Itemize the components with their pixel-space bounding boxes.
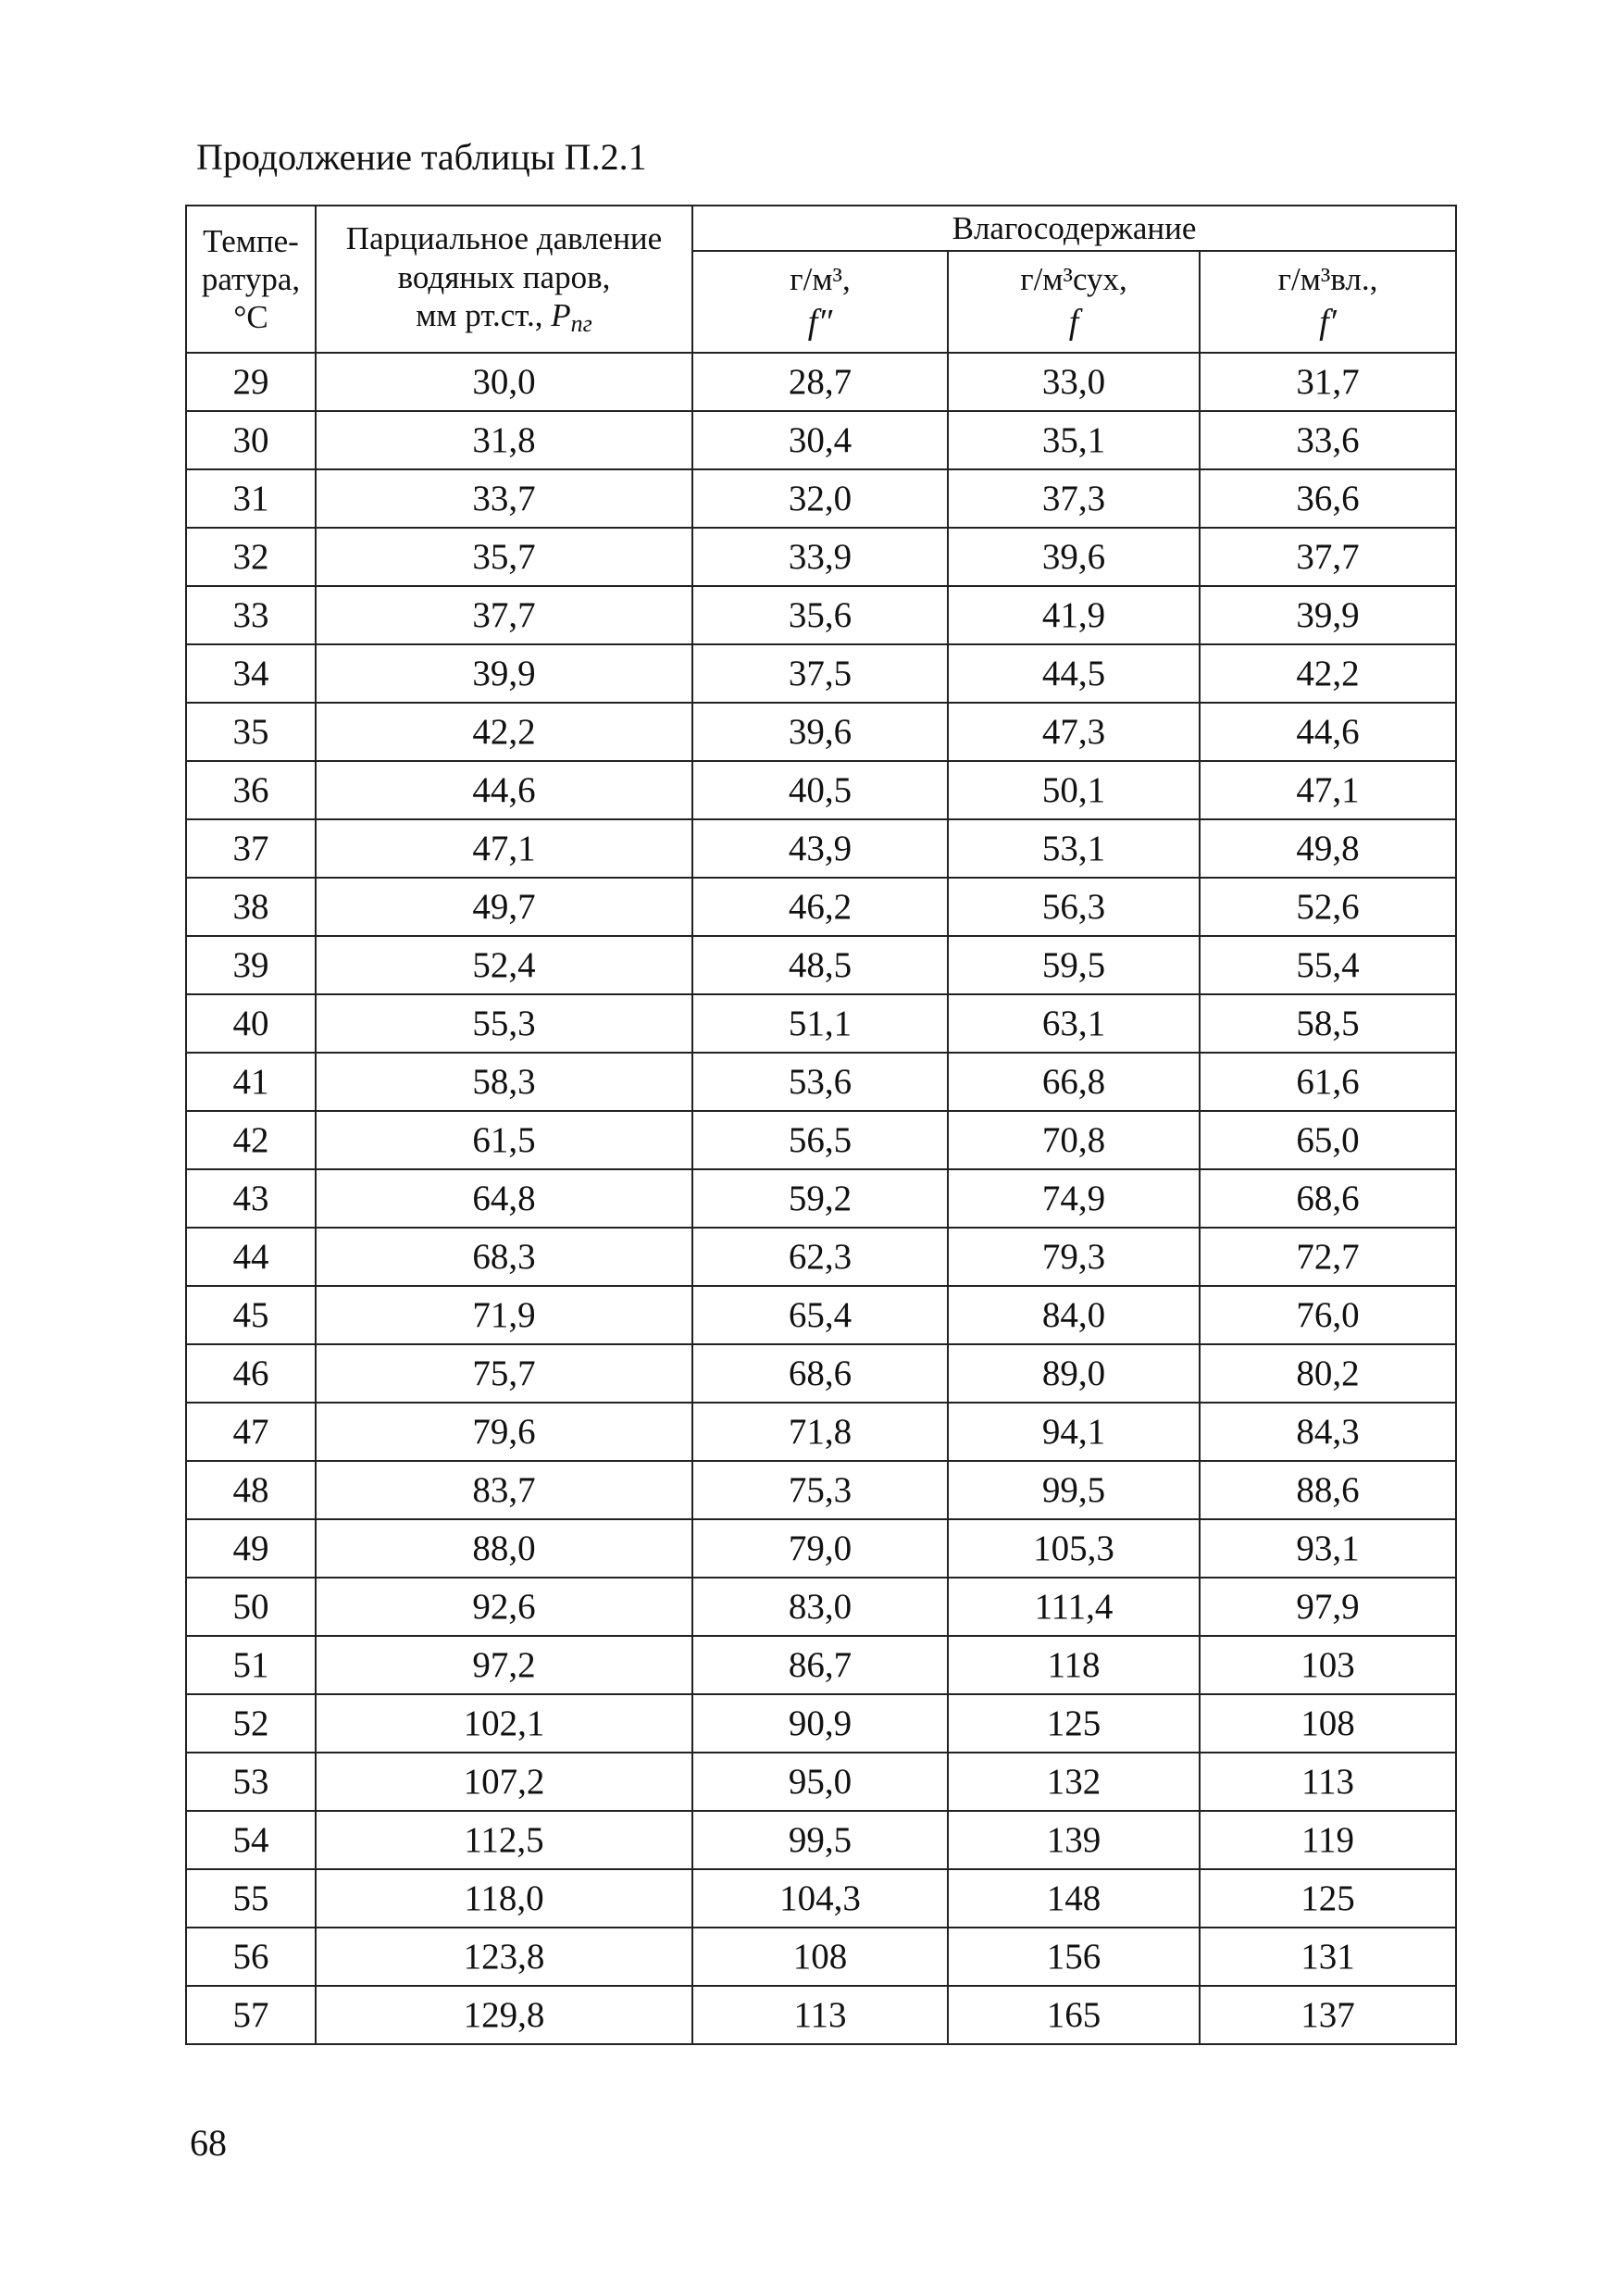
- cell-moisture-dry: 47,3: [948, 703, 1200, 761]
- cell-moisture-wet: 103: [1200, 1636, 1456, 1694]
- table-row: [186, 1578, 1456, 1636]
- cell-moisture-dry: 39,6: [948, 528, 1200, 586]
- cell-moisture-dry: 41,9: [948, 586, 1200, 644]
- cell-moisture-wet: 108: [1200, 1694, 1456, 1753]
- table-row: [186, 1169, 1456, 1228]
- cell-moisture-dry: 139: [948, 1811, 1200, 1869]
- cell-moisture-wet: 137: [1200, 1986, 1456, 2044]
- table-row: [186, 1869, 1456, 1928]
- cell-moisture-wet: 36,6: [1200, 469, 1456, 528]
- header-moisture: Влагосодержание: [692, 206, 1456, 251]
- cell-temperature: 49: [186, 1519, 316, 1578]
- symbol-f-prime: f′: [1319, 303, 1337, 343]
- cell-moisture-volume: 28,7: [692, 353, 948, 411]
- header-unit-wet: г/м³вл., f′: [1200, 251, 1456, 353]
- cell-moisture-volume: 68,6: [692, 1344, 948, 1403]
- symbol-f-double-prime: f″: [807, 303, 833, 343]
- table-row: [186, 761, 1456, 819]
- cell-pressure: 30,0: [316, 353, 692, 411]
- table-row: [186, 1753, 1456, 1811]
- cell-moisture-volume: 99,5: [692, 1811, 948, 1869]
- cell-pressure: 112,5: [316, 1811, 692, 1869]
- cell-pressure: 52,4: [316, 936, 692, 994]
- cell-moisture-volume: 95,0: [692, 1753, 948, 1811]
- cell-moisture-dry: 99,5: [948, 1461, 1200, 1519]
- cell-pressure: 118,0: [316, 1869, 692, 1928]
- symbol-f: f: [1068, 303, 1079, 343]
- cell-moisture-dry: 105,3: [948, 1519, 1200, 1578]
- cell-moisture-volume: 71,8: [692, 1403, 948, 1461]
- cell-temperature: 50: [186, 1578, 316, 1636]
- cell-moisture-volume: 108: [692, 1928, 948, 1986]
- cell-temperature: 32: [186, 528, 316, 586]
- cell-moisture-dry: 94,1: [948, 1403, 1200, 1461]
- cell-moisture-dry: 156: [948, 1928, 1200, 1986]
- table-row: [186, 1111, 1456, 1169]
- table-row: [186, 703, 1456, 761]
- cell-moisture-dry: 44,5: [948, 644, 1200, 703]
- header-unit-volume: г/м³, f″: [692, 251, 948, 353]
- cell-moisture-dry: 70,8: [948, 1111, 1200, 1169]
- cell-moisture-volume: 75,3: [692, 1461, 948, 1519]
- table-row: [186, 878, 1456, 936]
- cell-moisture-wet: 49,8: [1200, 819, 1456, 878]
- cell-moisture-dry: 89,0: [948, 1344, 1200, 1403]
- cell-moisture-dry: 132: [948, 1753, 1200, 1811]
- table-row: [186, 644, 1456, 703]
- table-row: [186, 819, 1456, 878]
- pressure-symbol-subscript: пг: [570, 309, 592, 337]
- cell-temperature: 45: [186, 1286, 316, 1344]
- cell-moisture-wet: 72,7: [1200, 1228, 1456, 1286]
- cell-temperature: 46: [186, 1344, 316, 1403]
- cell-pressure: 31,8: [316, 411, 692, 469]
- cell-moisture-dry: 118: [948, 1636, 1200, 1694]
- cell-pressure: 92,6: [316, 1578, 692, 1636]
- cell-moisture-volume: 65,4: [692, 1286, 948, 1344]
- table-row: [186, 1461, 1456, 1519]
- cell-moisture-dry: 59,5: [948, 936, 1200, 994]
- table-body: [186, 353, 1456, 2044]
- table-header: [186, 206, 1456, 353]
- cell-moisture-volume: 79,0: [692, 1519, 948, 1578]
- cell-pressure: 58,3: [316, 1053, 692, 1111]
- cell-moisture-wet: 119: [1200, 1811, 1456, 1869]
- cell-temperature: 54: [186, 1811, 316, 1869]
- cell-pressure: 42,2: [316, 703, 692, 761]
- table-row: [186, 528, 1456, 586]
- cell-moisture-wet: 37,7: [1200, 528, 1456, 586]
- cell-temperature: 39: [186, 936, 316, 994]
- cell-moisture-wet: 93,1: [1200, 1519, 1456, 1578]
- cell-moisture-dry: 111,4: [948, 1578, 1200, 1636]
- cell-pressure: 129,8: [316, 1986, 692, 2044]
- cell-moisture-volume: 40,5: [692, 761, 948, 819]
- header-temperature: Темпе- ратура, °С: [186, 206, 316, 353]
- table-row: [186, 411, 1456, 469]
- table-row: [186, 353, 1456, 411]
- cell-temperature: 47: [186, 1403, 316, 1461]
- table-row: [186, 1344, 1456, 1403]
- cell-pressure: 71,9: [316, 1286, 692, 1344]
- cell-moisture-dry: 50,1: [948, 761, 1200, 819]
- cell-pressure: 97,2: [316, 1636, 692, 1694]
- cell-pressure: 64,8: [316, 1169, 692, 1228]
- cell-moisture-dry: 63,1: [948, 994, 1200, 1053]
- pressure-symbol: P: [551, 296, 571, 333]
- cell-moisture-wet: 61,6: [1200, 1053, 1456, 1111]
- cell-pressure: 123,8: [316, 1928, 692, 1986]
- table-row: [186, 469, 1456, 528]
- cell-moisture-volume: 83,0: [692, 1578, 948, 1636]
- cell-moisture-wet: 84,3: [1200, 1403, 1456, 1461]
- cell-temperature: 40: [186, 994, 316, 1053]
- cell-pressure: 55,3: [316, 994, 692, 1053]
- cell-moisture-volume: 37,5: [692, 644, 948, 703]
- cell-temperature: 41: [186, 1053, 316, 1111]
- cell-pressure: 37,7: [316, 586, 692, 644]
- cell-moisture-dry: 79,3: [948, 1228, 1200, 1286]
- cell-moisture-wet: 131: [1200, 1928, 1456, 1986]
- cell-temperature: 35: [186, 703, 316, 761]
- cell-temperature: 34: [186, 644, 316, 703]
- cell-moisture-volume: 86,7: [692, 1636, 948, 1694]
- cell-moisture-volume: 33,9: [692, 528, 948, 586]
- table-row: [186, 1986, 1456, 2044]
- cell-moisture-dry: 125: [948, 1694, 1200, 1753]
- table-caption: Продолжение таблицы П.2.1: [196, 136, 647, 178]
- table-row: [186, 586, 1456, 644]
- table-row: [186, 936, 1456, 994]
- cell-moisture-wet: 58,5: [1200, 994, 1456, 1053]
- cell-temperature: 56: [186, 1928, 316, 1986]
- cell-moisture-volume: 46,2: [692, 878, 948, 936]
- cell-moisture-dry: 37,3: [948, 469, 1200, 528]
- cell-moisture-dry: 165: [948, 1986, 1200, 2044]
- cell-pressure: 83,7: [316, 1461, 692, 1519]
- cell-pressure: 49,7: [316, 878, 692, 936]
- cell-moisture-wet: 65,0: [1200, 1111, 1456, 1169]
- cell-moisture-wet: 52,6: [1200, 878, 1456, 936]
- table-row: [186, 1286, 1456, 1344]
- cell-moisture-volume: 59,2: [692, 1169, 948, 1228]
- cell-moisture-wet: 47,1: [1200, 761, 1456, 819]
- cell-moisture-wet: 113: [1200, 1753, 1456, 1811]
- cell-temperature: 31: [186, 469, 316, 528]
- cell-moisture-dry: 148: [948, 1869, 1200, 1928]
- cell-moisture-wet: 44,6: [1200, 703, 1456, 761]
- cell-moisture-wet: 80,2: [1200, 1344, 1456, 1403]
- cell-moisture-volume: 104,3: [692, 1869, 948, 1928]
- cell-temperature: 29: [186, 353, 316, 411]
- cell-temperature: 48: [186, 1461, 316, 1519]
- cell-moisture-wet: 55,4: [1200, 936, 1456, 994]
- cell-temperature: 44: [186, 1228, 316, 1286]
- cell-temperature: 36: [186, 761, 316, 819]
- table-row: [186, 1694, 1456, 1753]
- table-row: [186, 1403, 1456, 1461]
- table-row: [186, 1928, 1456, 1986]
- cell-moisture-wet: 68,6: [1200, 1169, 1456, 1228]
- cell-moisture-volume: 51,1: [692, 994, 948, 1053]
- cell-temperature: 51: [186, 1636, 316, 1694]
- header-unit-dry: г/м³сух, f: [948, 251, 1200, 353]
- cell-moisture-dry: 84,0: [948, 1286, 1200, 1344]
- cell-temperature: 53: [186, 1753, 316, 1811]
- cell-pressure: 61,5: [316, 1111, 692, 1169]
- table-row: [186, 994, 1456, 1053]
- cell-pressure: 33,7: [316, 469, 692, 528]
- cell-moisture-wet: 125: [1200, 1869, 1456, 1928]
- cell-temperature: 55: [186, 1869, 316, 1928]
- cell-pressure: 75,7: [316, 1344, 692, 1403]
- cell-moisture-volume: 48,5: [692, 936, 948, 994]
- cell-moisture-wet: 76,0: [1200, 1286, 1456, 1344]
- cell-moisture-wet: 97,9: [1200, 1578, 1456, 1636]
- cell-moisture-volume: 62,3: [692, 1228, 948, 1286]
- table-row: [186, 1636, 1456, 1694]
- cell-moisture-wet: 31,7: [1200, 353, 1456, 411]
- cell-moisture-wet: 42,2: [1200, 644, 1456, 703]
- cell-moisture-volume: 56,5: [692, 1111, 948, 1169]
- table-row: [186, 1053, 1456, 1111]
- cell-moisture-volume: 35,6: [692, 586, 948, 644]
- cell-temperature: 38: [186, 878, 316, 936]
- cell-moisture-dry: 56,3: [948, 878, 1200, 936]
- table-row: [186, 1228, 1456, 1286]
- cell-moisture-volume: 32,0: [692, 469, 948, 528]
- cell-moisture-wet: 33,6: [1200, 411, 1456, 469]
- cell-pressure: 107,2: [316, 1753, 692, 1811]
- cell-pressure: 35,7: [316, 528, 692, 586]
- cell-moisture-volume: 90,9: [692, 1694, 948, 1753]
- cell-pressure: 68,3: [316, 1228, 692, 1286]
- cell-temperature: 42: [186, 1111, 316, 1169]
- cell-moisture-dry: 33,0: [948, 353, 1200, 411]
- cell-pressure: 47,1: [316, 819, 692, 878]
- page-number: 68: [190, 2122, 227, 2164]
- cell-moisture-volume: 53,6: [692, 1053, 948, 1111]
- cell-moisture-wet: 88,6: [1200, 1461, 1456, 1519]
- cell-moisture-volume: 39,6: [692, 703, 948, 761]
- cell-temperature: 57: [186, 1986, 316, 2044]
- cell-temperature: 37: [186, 819, 316, 878]
- cell-temperature: 52: [186, 1694, 316, 1753]
- cell-temperature: 30: [186, 411, 316, 469]
- table-row: [186, 1811, 1456, 1869]
- cell-temperature: 33: [186, 586, 316, 644]
- cell-pressure: 88,0: [316, 1519, 692, 1578]
- cell-moisture-dry: 35,1: [948, 411, 1200, 469]
- cell-moisture-volume: 43,9: [692, 819, 948, 878]
- cell-moisture-dry: 74,9: [948, 1169, 1200, 1228]
- header-pressure: Парциальное давление водяных паров, мм рт.ст., $P_{пг}$: [316, 206, 692, 353]
- cell-moisture-dry: 66,8: [948, 1053, 1200, 1111]
- cell-moisture-wet: 39,9: [1200, 586, 1456, 644]
- cell-pressure: 102,1: [316, 1694, 692, 1753]
- cell-temperature: 43: [186, 1169, 316, 1228]
- cell-pressure: 39,9: [316, 644, 692, 703]
- cell-moisture-volume: 113: [692, 1986, 948, 2044]
- cell-moisture-volume: 30,4: [692, 411, 948, 469]
- table-row: [186, 1519, 1456, 1578]
- cell-pressure: 79,6: [316, 1403, 692, 1461]
- cell-moisture-dry: 53,1: [948, 819, 1200, 878]
- cell-pressure: 44,6: [316, 761, 692, 819]
- moisture-table: [185, 205, 1457, 2045]
